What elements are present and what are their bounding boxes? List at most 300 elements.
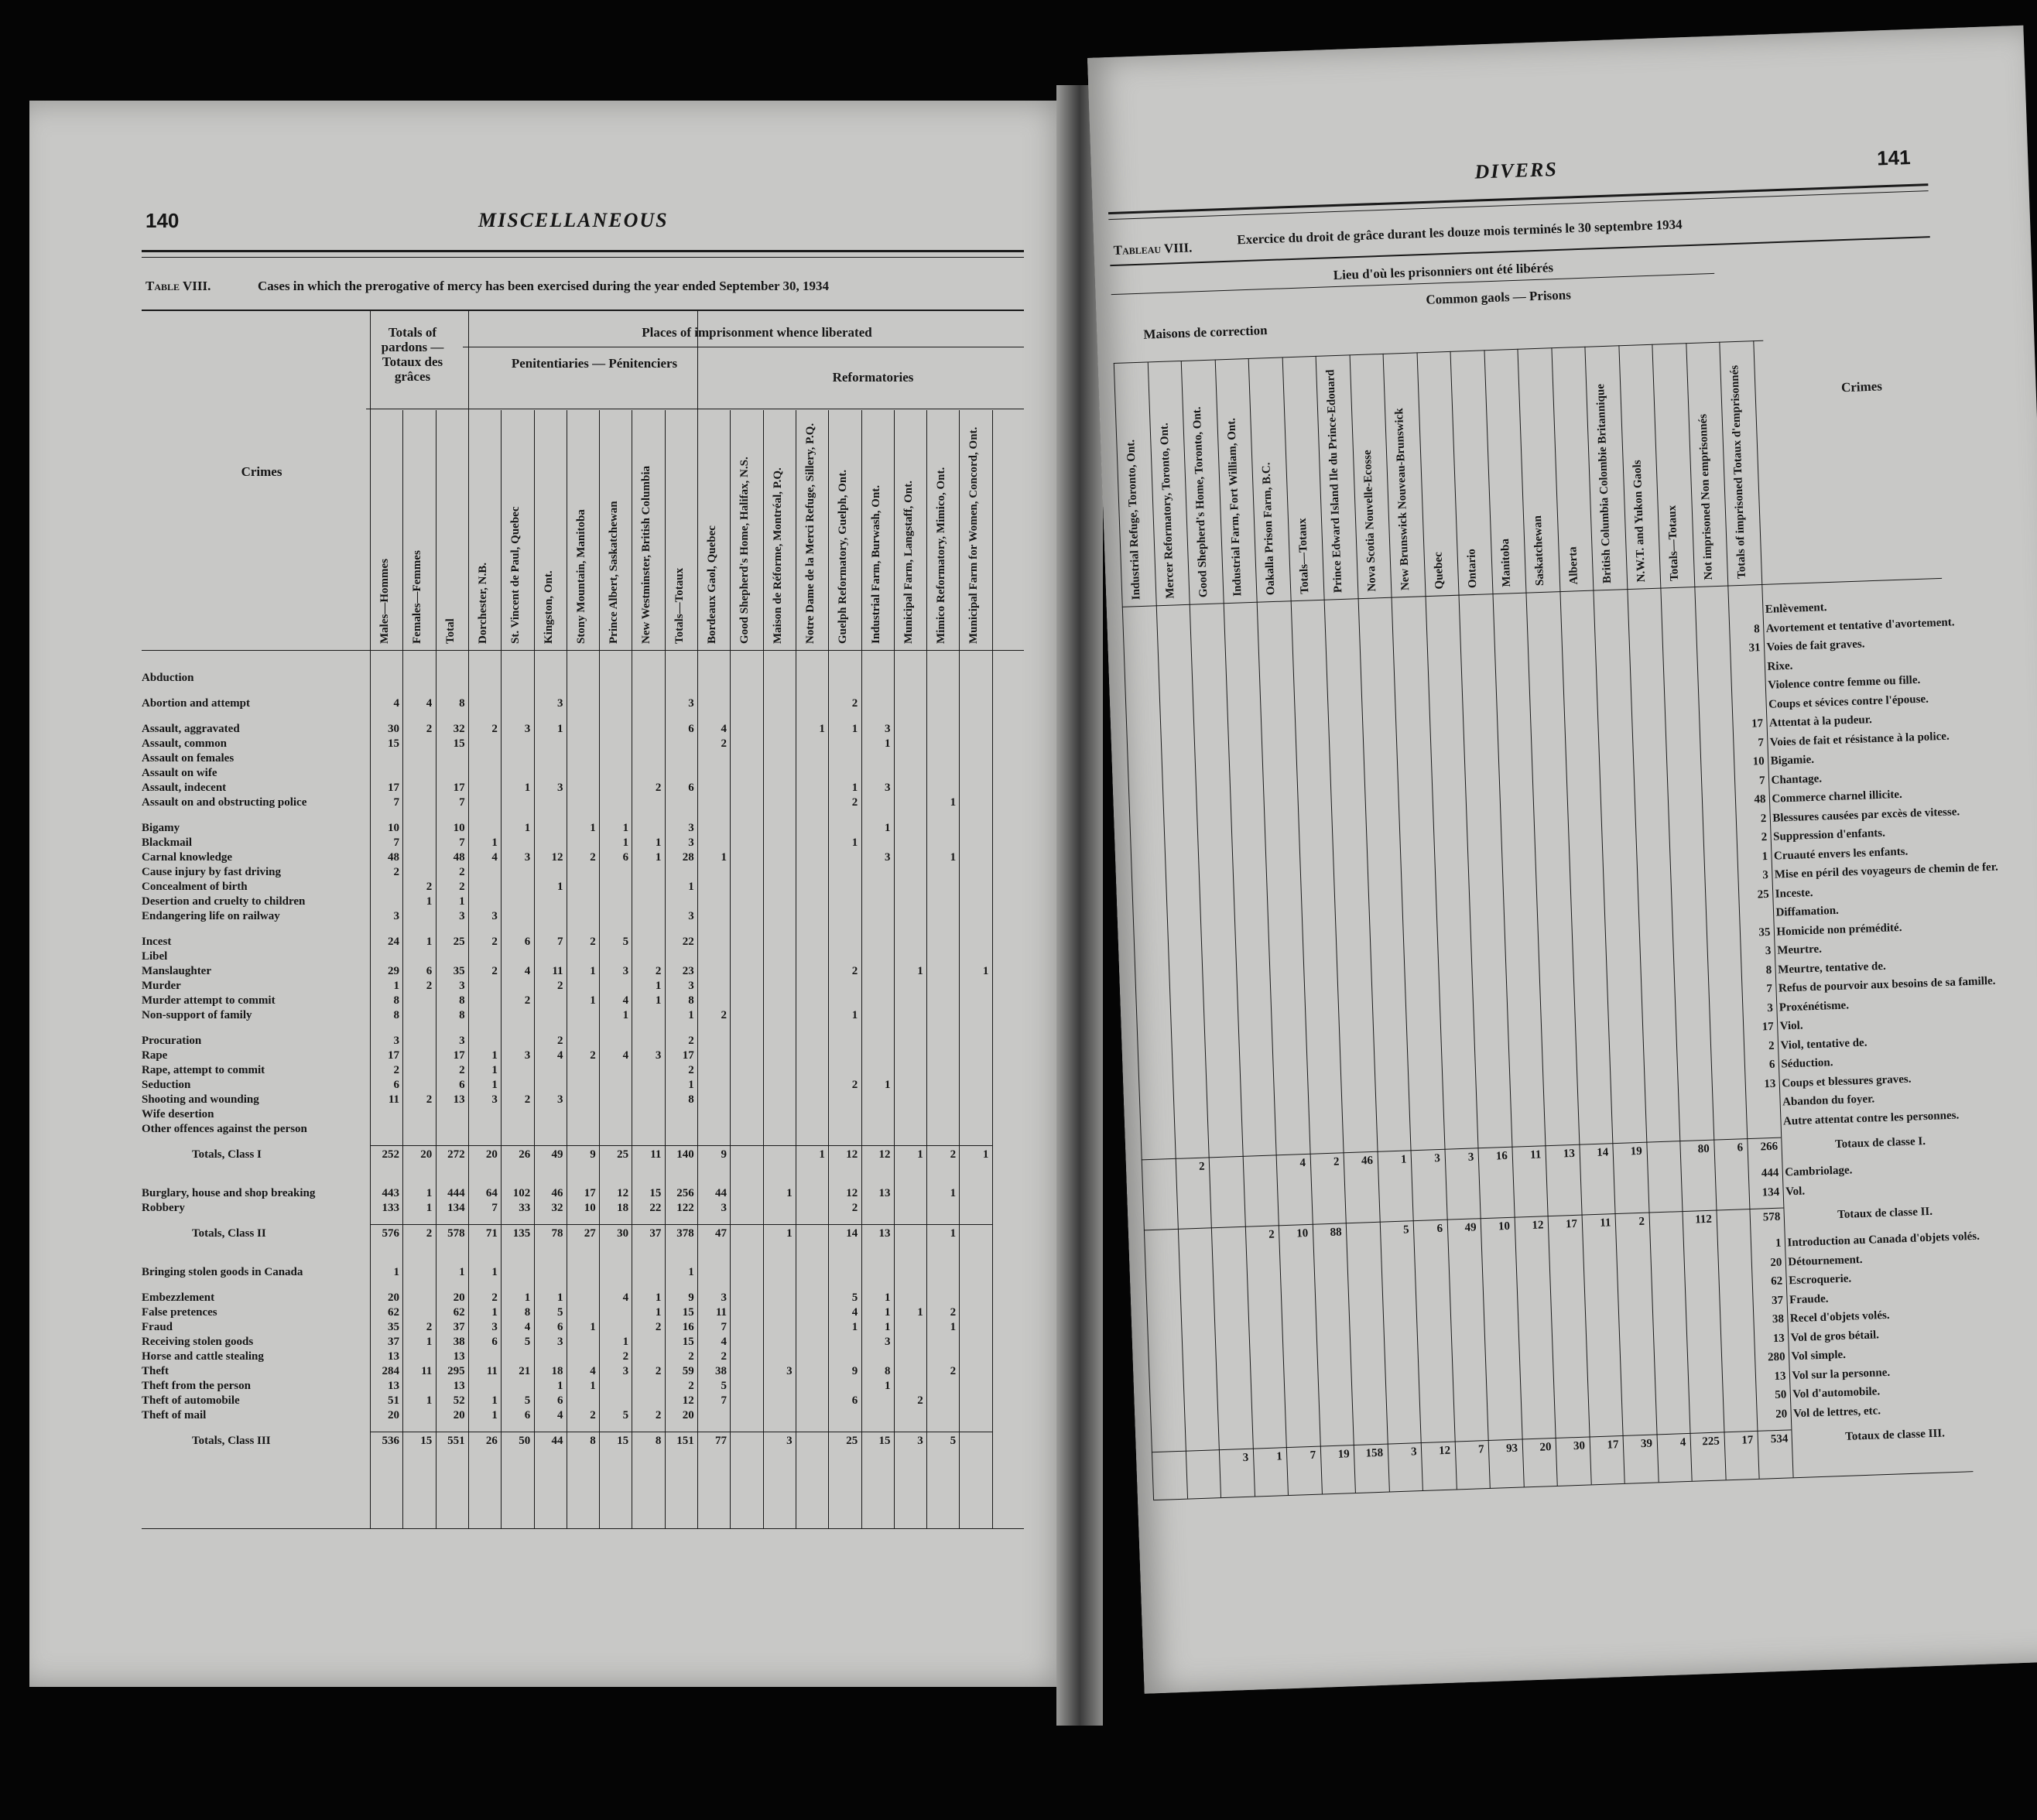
table-cell: 38 — [453, 1336, 465, 1348]
class-total-cell: 4 — [1299, 1157, 1306, 1170]
column-header: Nova Scotia Nouvelle-Ecosse — [1361, 450, 1378, 592]
table-cell: 1 — [819, 723, 825, 735]
table-row — [29, 895, 1028, 909]
table-cell: 12 — [617, 1187, 629, 1199]
table-cell: 3 — [557, 782, 563, 794]
class-total-cell: 6 — [1436, 1222, 1443, 1236]
table-cell: 2 — [655, 965, 662, 977]
table-cell: 3 — [885, 1336, 891, 1348]
table-row — [29, 1394, 1028, 1408]
total-cell: 38 — [1772, 1312, 1785, 1326]
class-total-cell: 7 — [1477, 1443, 1484, 1456]
table-row — [29, 1202, 1028, 1216]
table-cell: 9 — [590, 1148, 596, 1161]
column-header: Maison de Réforme, Montréal, P.Q. — [771, 467, 784, 644]
crime-label: Theft — [142, 1365, 169, 1377]
table-row — [29, 1148, 1028, 1162]
crime-label-fr: Vol de lettres, etc. — [1792, 1404, 1881, 1420]
crime-label-fr: Abandon du foyer. — [1782, 1093, 1875, 1109]
column-header: Industrial Refuge, Toronto, Ont. — [1125, 439, 1143, 600]
crime-label-fr: Introduction au Canada d'objets volés. — [1787, 1230, 1981, 1250]
table-cell: 1 — [622, 1336, 629, 1348]
crime-label: Endangering life on railway — [142, 910, 280, 922]
table-cell: 2 — [459, 866, 465, 878]
table-cell: 4 — [622, 1049, 629, 1062]
crime-label: Theft of mail — [142, 1409, 207, 1421]
table-cell: 35 — [453, 965, 465, 977]
table-cell: 1 — [524, 782, 531, 794]
class-total-cell: 17 — [1565, 1217, 1578, 1231]
table-row — [29, 994, 1028, 1008]
table-cell: 1 — [851, 1321, 858, 1333]
table-cell: 3 — [524, 851, 531, 864]
crime-label-fr: Attentat à la pudeur. — [1768, 713, 1873, 730]
crime-label: Theft of automobile — [142, 1394, 240, 1407]
table-cell: 26 — [519, 1148, 531, 1161]
total-cell — [1731, 679, 1761, 680]
table-cell: 46 — [551, 1187, 563, 1199]
table-row — [29, 767, 1028, 781]
table-cell: 2 — [688, 1035, 694, 1047]
table-cell: 44 — [715, 1187, 727, 1199]
table-cell: 8 — [688, 1093, 694, 1106]
table-row — [29, 910, 1028, 924]
table-row — [29, 881, 1028, 895]
running-head-fr: DIVERS — [1474, 157, 1559, 183]
crime-label-fr: Avortement et tentative d'avortement. — [1765, 615, 1955, 635]
table-cell: 18 — [617, 1202, 629, 1214]
table-cell: 1 — [491, 836, 498, 849]
table-cell: 47 — [715, 1227, 727, 1240]
table-cell: 1 — [819, 1148, 825, 1161]
table-label: Table VIII. — [146, 279, 211, 293]
table-row — [29, 1108, 1028, 1122]
table-cell: 24 — [388, 936, 399, 948]
class-total-cell: 13 — [1563, 1147, 1576, 1161]
running-head: MISCELLANEOUS — [478, 209, 669, 231]
table-cell: 21 — [519, 1365, 531, 1377]
table-cell: 1 — [491, 1409, 498, 1421]
table-cell: 1 — [590, 965, 596, 977]
table-row — [29, 1093, 1028, 1107]
table-row — [29, 866, 1028, 880]
table-cell: 1 — [950, 796, 957, 809]
total-cell: 50 — [1775, 1388, 1787, 1402]
class-total-cell: 10 — [1498, 1220, 1511, 1233]
crime-label: Bringing stolen goods in Canada — [142, 1266, 303, 1278]
table-cell: 59 — [682, 1365, 694, 1377]
table-cell: 1 — [393, 980, 399, 992]
column-header: Totals—Totaux — [673, 567, 686, 644]
table-cell: 2 — [491, 1291, 498, 1304]
table-cell: 6 — [426, 965, 433, 977]
class-total-cell: 2 — [1268, 1228, 1275, 1241]
table-cell: 3 — [786, 1435, 793, 1447]
table-cell: 6 — [524, 1409, 531, 1421]
table-cell: 32 — [551, 1202, 563, 1214]
table-cell: 52 — [453, 1394, 465, 1407]
crime-label: Totals, Class I — [192, 1148, 262, 1161]
crime-label: Rape — [142, 1049, 168, 1062]
class-total-cell: 46 — [1361, 1154, 1374, 1168]
common-gaols-header: Common gaols — Prisons — [1426, 287, 1572, 307]
table-row — [29, 1321, 1028, 1335]
table-cell: 3 — [491, 1093, 498, 1106]
table-cell: 1 — [851, 1009, 858, 1021]
table-cell: 2 — [851, 697, 858, 710]
total-cell: 35 — [1758, 925, 1771, 939]
table-cell: 17 — [584, 1187, 596, 1199]
table-row — [29, 1266, 1028, 1280]
table-cell: 1 — [426, 1187, 433, 1199]
crime-label-fr: Inceste. — [1775, 886, 1813, 901]
crime-label-fr: Commerce charnel illicite. — [1772, 788, 1903, 806]
table-cell: 7 — [557, 936, 563, 948]
table-cell: 5 — [950, 1435, 957, 1447]
table-cell: 17 — [453, 1049, 465, 1062]
table-cell: 2 — [917, 1394, 923, 1407]
table-cell: 14 — [846, 1227, 858, 1240]
crime-label-fr: Détournement. — [1788, 1253, 1863, 1268]
table-cell: 17 — [388, 1049, 399, 1062]
table-row — [29, 1336, 1028, 1350]
crime-label-fr: Vol. — [1785, 1185, 1806, 1198]
table-cell: 11 — [650, 1148, 662, 1161]
column-header: Municipal Farm, Langstaff, Ont. — [902, 481, 915, 644]
table-cell: 5 — [851, 1291, 858, 1304]
table-cell: 33 — [519, 1202, 531, 1214]
table-cell: 2 — [688, 1380, 694, 1392]
table-cell: 50 — [519, 1435, 531, 1447]
class-total-cell: 14 — [1597, 1146, 1609, 1159]
table-cell: 1 — [885, 1321, 891, 1333]
table-row — [29, 1306, 1028, 1320]
total-cell: 25 — [1757, 888, 1770, 901]
column-header: Alberta — [1566, 546, 1580, 585]
class-total-cell: 1 — [1400, 1153, 1407, 1166]
total-cell: 17 — [1761, 1020, 1775, 1034]
table-cell: 2 — [688, 1064, 694, 1076]
table-cell: 35 — [388, 1321, 399, 1333]
crime-label: Embezzlement — [142, 1291, 215, 1304]
table-cell: 536 — [382, 1435, 399, 1447]
column-header: Saskatchewan — [1531, 515, 1547, 587]
table-cell: 51 — [388, 1394, 399, 1407]
table-row — [29, 723, 1028, 737]
table-cell: 1 — [655, 836, 662, 849]
table-cell: 1 — [557, 1291, 563, 1304]
table-cell: 1 — [491, 1306, 498, 1319]
table-cell: 135 — [512, 1227, 531, 1240]
table-cell: 1 — [491, 1049, 498, 1062]
class-total-cell — [1209, 1159, 1238, 1160]
table-cell: 15 — [420, 1435, 433, 1447]
table-cell: 1 — [885, 1291, 891, 1304]
column-header: Prince Edward Island Ile du Prince-Edouard — [1324, 369, 1345, 594]
table-cell: 1 — [590, 994, 596, 1007]
table-cell: 2 — [655, 1409, 662, 1421]
crime-label-fr: Meurtre. — [1777, 942, 1823, 957]
table-cell: 1 — [426, 895, 433, 908]
table-cell: 284 — [382, 1365, 399, 1377]
table-cell: 1 — [622, 1009, 629, 1021]
class-total-cell: 11 — [1599, 1216, 1611, 1230]
table-cell: 1 — [622, 836, 629, 849]
table-cell: 2 — [950, 1306, 957, 1319]
table-cell: 3 — [885, 782, 891, 794]
table-cell: 29 — [388, 965, 399, 977]
table-cell: 3 — [459, 910, 465, 922]
table-cell: 2 — [524, 994, 531, 1007]
table-row — [29, 980, 1028, 994]
table-cell: 20 — [485, 1148, 498, 1161]
table-cell: 2 — [655, 1365, 662, 1377]
crime-label-fr: Escroquerie. — [1788, 1272, 1852, 1288]
table-cell: 3 — [622, 1365, 629, 1377]
table-cell: 25 — [617, 1148, 629, 1161]
crime-label-fr: Totaux de classe I. — [1834, 1135, 1926, 1151]
column-header: Mercer Reformatory, Toronto, Ont. — [1158, 422, 1176, 599]
total-cell: 13 — [1764, 1077, 1776, 1090]
class-total-cell: 30 — [1573, 1439, 1586, 1453]
table-cell: 1 — [950, 1227, 957, 1240]
table-cell: 140 — [676, 1148, 694, 1161]
table-cell: 9 — [851, 1365, 858, 1377]
table-cell: 6 — [524, 936, 531, 948]
crime-label: Theft from the person — [142, 1380, 251, 1392]
table-cell: 5 — [622, 936, 629, 948]
table-cell: 1 — [786, 1227, 793, 1240]
total-cell: 2 — [1768, 1039, 1775, 1052]
table-cell: 1 — [885, 822, 891, 834]
crime-label-fr: Bigamie. — [1770, 753, 1815, 768]
crime-label: Procuration — [142, 1035, 202, 1047]
total-cell: 7 — [1766, 982, 1773, 996]
page-number: 140 — [146, 209, 180, 232]
class-total-cell — [1242, 1158, 1272, 1159]
table-cell: 32 — [453, 723, 465, 735]
crime-label: Non-support of family — [142, 1009, 252, 1021]
table-cell: 30 — [388, 723, 399, 735]
table-cell: 17 — [453, 782, 465, 794]
table-cell: 3 — [622, 965, 629, 977]
crime-label: Totals, Class II — [192, 1227, 266, 1240]
column-header: Totals—Totaux — [1666, 505, 1682, 582]
table-cell: 1 — [557, 881, 563, 893]
table-cell: 11 — [486, 1365, 498, 1377]
table-cell: 3 — [688, 697, 694, 710]
table-cell: 5 — [524, 1336, 531, 1348]
crime-label: Concealment of birth — [142, 881, 248, 893]
table-cell: 8 — [885, 1365, 891, 1377]
table-cell: 1 — [851, 782, 858, 794]
table-row — [29, 1187, 1028, 1201]
table-cell: 26 — [485, 1435, 498, 1447]
table-cell: 20 — [682, 1409, 694, 1421]
table-row — [29, 1409, 1028, 1423]
crime-label: Rape, attempt to commit — [142, 1064, 265, 1076]
total-cell: 10 — [1752, 755, 1765, 768]
table-cell: 3 — [491, 1321, 498, 1333]
table-cell: 12 — [878, 1148, 891, 1161]
table-cell: 25 — [453, 936, 465, 948]
crime-label-fr: Refus de pourvoir aux besoins de sa famille. — [1778, 974, 1996, 995]
total-cell: 20 — [1770, 1256, 1782, 1269]
total-cell: 3 — [1767, 1001, 1774, 1014]
table-cell: 1 — [885, 1306, 891, 1319]
class-total-cell: 1 — [1275, 1450, 1283, 1463]
class-total-cell: 4 — [1679, 1436, 1686, 1449]
table-cell: 9 — [688, 1291, 694, 1304]
table-cell: 1 — [426, 1202, 433, 1214]
table-cell: 2 — [459, 881, 465, 893]
column-header: Stony Mountain, Manitoba — [574, 509, 587, 644]
total-cell: 578 — [1762, 1210, 1781, 1224]
crime-label-fr: Vol sur la personne. — [1792, 1366, 1891, 1382]
class-total-cell: 12 — [1438, 1444, 1451, 1458]
class-total-cell — [1648, 1214, 1678, 1215]
table-cell: 12 — [846, 1187, 858, 1199]
totals-of-pardons-header: Totals of pardons — Totaux des grâces — [381, 325, 444, 384]
crime-label-fr: Cruauté envers les enfants. — [1773, 845, 1909, 863]
table-cell: 64 — [485, 1187, 498, 1199]
table-cell: 3 — [721, 1291, 727, 1304]
table-cell: 1 — [491, 1266, 498, 1278]
table-cell: 10 — [388, 822, 399, 834]
table-cell: 17 — [388, 782, 399, 794]
class-total-cell — [1186, 1452, 1215, 1453]
column-header: British Columbia Colombie Britannique — [1594, 383, 1614, 584]
crime-label-fr: Rixe. — [1767, 659, 1793, 673]
table-cell: 15 — [649, 1187, 662, 1199]
table-title: Cases in which the prerogative of mercy has been exercised during the year ended September 30, 1934 — [258, 279, 830, 293]
crime-label: Horse and cattle stealing — [142, 1350, 264, 1363]
table-cell: 1 — [917, 1148, 923, 1161]
table-cell: 1 — [851, 836, 858, 849]
table-cell: 6 — [393, 1079, 399, 1091]
table-cell: 27 — [584, 1227, 596, 1240]
table-cell: 11 — [388, 1093, 399, 1106]
table-cell: 1 — [688, 881, 694, 893]
table-cell: 1 — [982, 1148, 989, 1161]
crime-label-fr: Enlèvement. — [1765, 601, 1827, 616]
class-total-cell: 49 — [1464, 1221, 1477, 1234]
table-cell: 295 — [447, 1365, 465, 1377]
table-cell: 2 — [590, 936, 596, 948]
class-total-cell — [1152, 1454, 1181, 1455]
table-cell: 3 — [491, 910, 498, 922]
column-header: Mimico Reformatory, Mimico, Ont. — [935, 467, 948, 644]
crime-label: Assault on wife — [142, 767, 217, 779]
table-cell: 15 — [682, 1336, 694, 1348]
crime-label-fr: Voies de fait et résistance à la police. — [1769, 730, 1950, 749]
crime-label: Totals, Class III — [192, 1435, 271, 1447]
table-cell: 6 — [622, 851, 629, 864]
column-header: Industrial Farm, Fort William, Ont. — [1224, 417, 1244, 597]
table-cell: 16 — [682, 1321, 694, 1333]
table-cell: 62 — [453, 1306, 465, 1319]
table-cell: 22 — [649, 1202, 662, 1214]
table-cell: 8 — [459, 1009, 465, 1021]
table-cell: 7 — [459, 796, 465, 809]
table-cell: 3 — [688, 910, 694, 922]
table-cell: 3 — [786, 1365, 793, 1377]
crimes-header: Crimes — [241, 464, 282, 479]
table-cell: 1 — [721, 851, 727, 864]
crime-label: Manslaughter — [142, 965, 211, 977]
table-cell: 1 — [982, 965, 989, 977]
column-header: Good Shepherd's Home, Halifax, N.S. — [738, 457, 751, 644]
total-cell — [1746, 1115, 1777, 1116]
table-row — [29, 1049, 1028, 1063]
crime-label: Incest — [142, 936, 172, 948]
table-cell: 37 — [649, 1227, 662, 1240]
table-cell: 62 — [388, 1306, 399, 1319]
class-total-cell: 19 — [1630, 1144, 1643, 1158]
table-cell: 23 — [682, 965, 694, 977]
table-cell: 17 — [682, 1049, 694, 1062]
class-total-cell: 12 — [1532, 1219, 1544, 1232]
crime-label-fr: Coups et blessures graves. — [1782, 1072, 1912, 1090]
table-cell: 7 — [393, 836, 399, 849]
total-cell: 280 — [1767, 1350, 1785, 1364]
table-cell: 13 — [388, 1380, 399, 1392]
table-cell: 48 — [388, 851, 399, 864]
table-cell: 2 — [426, 723, 433, 735]
crime-label-fr: Viol, tentative de. — [1780, 1036, 1868, 1052]
table-cell: 444 — [447, 1187, 465, 1199]
right-column-rules — [1087, 26, 2023, 58]
table-cell: 551 — [447, 1435, 465, 1447]
table-cell: 1 — [885, 1380, 891, 1392]
table-cell: 2 — [557, 980, 563, 992]
crime-label-fr: Séduction. — [1781, 1056, 1833, 1071]
table-cell: 3 — [688, 836, 694, 849]
table-cell: 3 — [524, 723, 531, 735]
table-cell: 1 — [655, 1306, 662, 1319]
crime-label: Assault, common — [142, 737, 228, 750]
column-header: Kingston, Ont. — [542, 570, 555, 644]
column-header: Quebec — [1432, 551, 1446, 590]
places-header: Places of imprisonment whence liberated — [642, 325, 872, 340]
table-cell: 6 — [688, 723, 694, 735]
table-cell: 10 — [453, 822, 465, 834]
class-total-cell — [1178, 1231, 1207, 1232]
page-number-fr: 141 — [1876, 145, 1912, 170]
crime-label-fr: Chantage. — [1771, 771, 1823, 787]
total-cell: 37 — [1771, 1294, 1784, 1307]
table-cell: 1 — [917, 1306, 923, 1319]
table-cell: 20 — [420, 1148, 433, 1161]
table-cell: 2 — [655, 1321, 662, 1333]
class-total-cell: 3 — [1410, 1445, 1417, 1459]
table-cell: 4 — [557, 1409, 563, 1421]
table-cell: 3 — [459, 980, 465, 992]
class-total-cell: 2 — [1638, 1215, 1645, 1229]
table-cell: 20 — [388, 1291, 399, 1304]
table-cell: 4 — [590, 1365, 596, 1377]
table-cell: 12 — [682, 1394, 694, 1407]
table-cell: 2 — [524, 1093, 531, 1106]
table-cell: 7 — [721, 1321, 727, 1333]
left-page — [29, 101, 1070, 1687]
table-cell: 30 — [617, 1227, 629, 1240]
total-cell: 6 — [1768, 1058, 1775, 1072]
class-total-cell: 17 — [1607, 1439, 1619, 1452]
table-cell: 3 — [557, 1336, 563, 1348]
crime-label-fr: Homicide non prémédité. — [1776, 921, 1902, 939]
class-total-cell: 17 — [1741, 1434, 1754, 1447]
